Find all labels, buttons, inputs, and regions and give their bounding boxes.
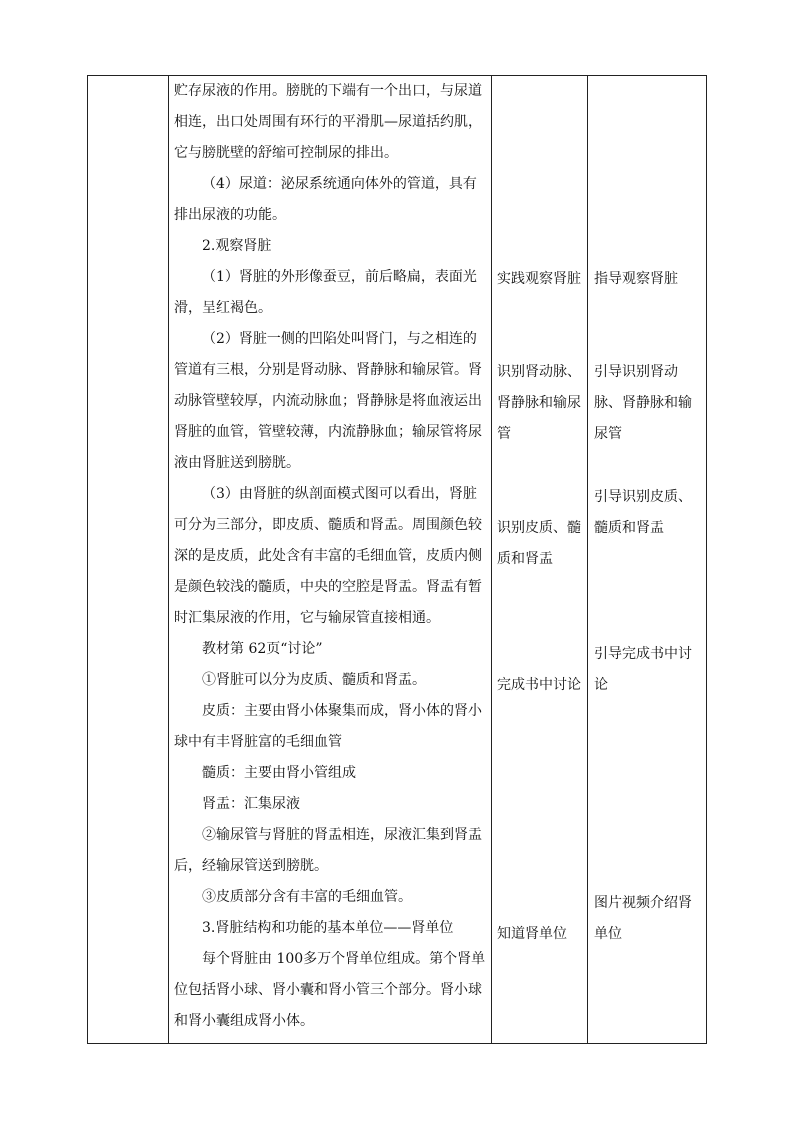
teacher-activity: 图片视频介绍肾单位 — [594, 895, 692, 942]
column-divider — [587, 76, 588, 1043]
content-paragraph: 肾盂：汇集尿液 — [202, 796, 300, 812]
content-paragraph: ②输尿管与肾脏的肾盂相连，尿液汇集到肾盂后，经输尿管送到膀胱。 — [174, 827, 482, 874]
content-paragraph: （1）肾脏的外形像蚕豆，前后略扁，表面光滑，呈红褐色。 — [174, 269, 477, 316]
content-paragraph: 每个肾脏由 100多万个肾单位组成。第个肾单位包括肾小球、肾小囊和肾小管三个部分。肾小球和肾小囊组成肾小体。 — [174, 951, 486, 1029]
student-activity-cell — [497, 513, 585, 575]
column-divider — [168, 76, 169, 1043]
content-cell — [174, 76, 486, 1037]
content-paragraph: ①肾脏可以分为皮质、髓质和肾盂。 — [202, 672, 426, 688]
content-paragraph: （2）肾脏一侧的凹陷处叫肾门，与之相连的管道有三根，分别是肾动脉、肾静脉和输尿管。肾动脉管壁较厚，内流动脉血；肾静脉是将血液运出肾脏的血管，管壁较薄，内流静脉血；输尿管将尿液由肾脏送到膀胱。 — [174, 331, 482, 471]
content-paragraph: （3）由肾脏的纵剖面模式图可以看出，肾脏可分为三部分，即皮质、髓质和肾盂。周围颜色较深的是皮质，此处含有丰富的毛细血管，皮质内侧是颜色较浅的髓质，中央的空腔是肾盂。肾盂有暂时汇集尿液的作用，它与输尿管直接相通。 — [174, 486, 482, 626]
teacher-activity-cell — [594, 482, 704, 544]
teacher-activity: 引导完成书中讨论 — [594, 646, 692, 693]
column-divider — [491, 76, 492, 1043]
content-paragraph: 皮质：主要由肾小体聚集而成，肾小体的肾小球中有丰肾脏富的毛细血管 — [174, 703, 482, 750]
teacher-activity-cell — [594, 639, 704, 701]
content-paragraph: 贮存尿液的作用。膀胱的下端有一个出口，与尿道相连，出口处周围有环行的平滑肌—尿道括约肌，它与膀胱壁的舒缩可控制尿的排出。 — [174, 83, 482, 161]
content-paragraph: 2.观察肾脏 — [202, 238, 272, 254]
teacher-activity-cell — [594, 888, 704, 950]
student-activity: 实践观察肾脏 — [497, 271, 581, 287]
student-activity-cell — [497, 670, 591, 701]
content-paragraph: （4）尿道：泌尿系统通向体外的管道，具有排出尿液的功能。 — [174, 176, 477, 223]
student-activity-cell — [497, 357, 585, 450]
student-activity-cell — [497, 919, 585, 950]
content-paragraph: 3.肾脏结构和功能的基本单位——肾单位 — [202, 920, 454, 936]
student-activity-cell — [497, 264, 585, 295]
teacher-activity: 引导识别肾动脉、肾静脉和输尿管 — [594, 364, 692, 442]
content-paragraph: 髓质：主要由肾小管组成 — [202, 765, 356, 781]
first-column-cell — [88, 76, 168, 1043]
student-activity: 识别皮质、髓质和肾盂 — [497, 520, 581, 567]
content-paragraph: ③皮质部分含有丰富的毛细血管。 — [202, 889, 412, 905]
lesson-table — [87, 75, 707, 1044]
student-activity: 完成书中讨论 — [497, 677, 581, 693]
student-activity: 知道肾单位 — [497, 926, 567, 942]
content-paragraph: 教材第 62页“讨论” — [202, 641, 323, 657]
teacher-activity: 引导识别皮质、髓质和肾盂 — [594, 489, 692, 536]
student-activity: 识别肾动脉、肾静脉和输尿管 — [497, 364, 581, 442]
teacher-activity: 指导观察肾脏 — [594, 271, 678, 287]
teacher-activity-cell — [594, 264, 704, 295]
teacher-activity-cell — [594, 357, 704, 450]
